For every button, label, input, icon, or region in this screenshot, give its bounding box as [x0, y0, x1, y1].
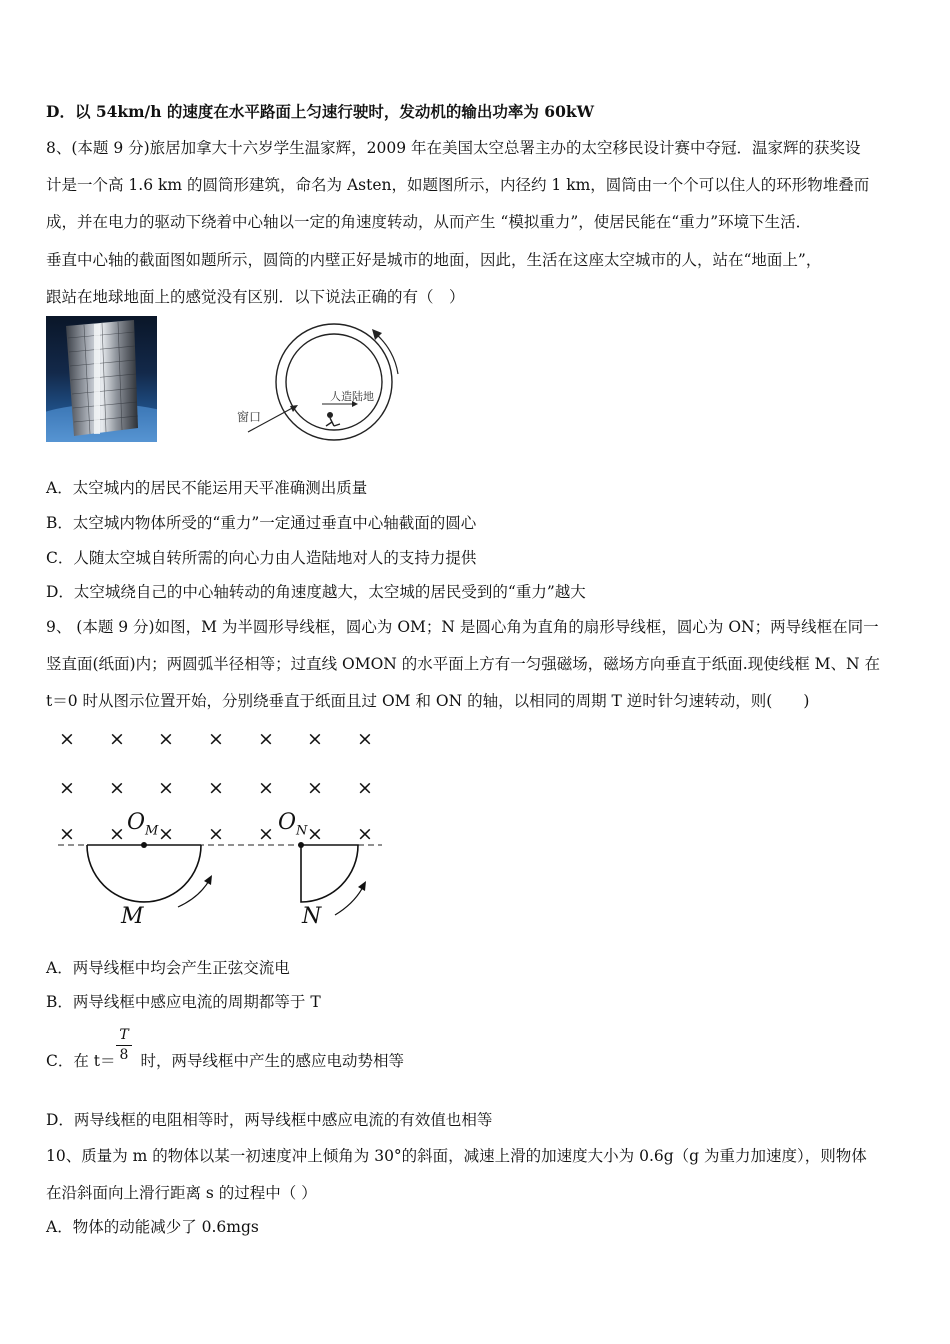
q9-stem-line-3: t＝0 时从图示位置开始，分别绕垂直于纸面且过 OM 和 ON 的轴，以相同的周期 T 逆时针匀速转动，则( ) — [46, 692, 810, 710]
q8-option-b: B．太空城内物体所受的“重力”一定通过垂直中心轴截面的圆心 — [46, 514, 477, 532]
q8-stem-line-5: 跟站在地球地面上的感觉没有区别．以下说法正确的有（ ） — [46, 288, 465, 306]
inner-ring — [286, 334, 382, 430]
q10-option-a: A．物体的动能减少了 0.6mgs — [46, 1218, 259, 1236]
field-cross: × — [258, 728, 274, 750]
center-on-dot — [298, 842, 304, 848]
rotation-arrow-m — [178, 879, 210, 907]
space-city-cylinder-image — [46, 316, 157, 442]
semicircle-frame-m — [87, 845, 201, 902]
q9-option-c: C．在 t＝ 时，两导线框中产生的感应电动势相等 — [46, 1052, 404, 1070]
q8-stem-line-2: 计是一个高 1.6 km 的圆筒形建筑，命名为 Asten，如题图所示，内径约 1 km，圆筒由一个个可以住人的环形物堆叠而 — [46, 176, 870, 194]
field-cross: × — [158, 823, 174, 845]
q9-option-d: D．两导线框的电阻相等时，两导线框中感应电流的有效值也相等 — [46, 1111, 493, 1129]
q10-stem-line-2: 在沿斜面向上滑行距离 s 的过程中（ ） — [46, 1184, 317, 1202]
field-cross: × — [109, 823, 125, 845]
person-icon — [327, 412, 333, 418]
field-cross: × — [357, 823, 373, 845]
q8-option-c: C．人随太空城自转所需的向心力由人造陆地对人的支持力提供 — [46, 549, 477, 567]
ground-label: 人造陆地 — [330, 390, 374, 403]
q8-stem-line-4: 垂直中心轴的截面图如题所示，圆筒的内壁正好是城市的地面，因此，生活在这座太空城市的人，站在“地面上”， — [46, 251, 822, 269]
label-om: $O_M$ — [127, 810, 159, 839]
field-cross: × — [59, 823, 75, 845]
field-cross: × — [158, 728, 174, 750]
space-city-photo — [46, 316, 157, 442]
field-cross: × — [258, 823, 274, 845]
q9-stem-line-2: 竖直面(纸面)内；两圆弧半径相等；过直线 OMON 的水平面上方有一匀强磁场，磁场方向垂直于纸面.现使线框 M、N 在 — [46, 655, 881, 673]
fraction-t-over-8: $\frac{T}{8}$ — [116, 1027, 132, 1063]
window-label: 窗口 — [237, 410, 262, 424]
center-om-dot — [141, 842, 147, 848]
field-cross: × — [307, 777, 323, 799]
field-cross: × — [307, 823, 323, 845]
outer-ring — [276, 324, 392, 440]
q8-stem-line-1: 8、(本题 9 分)旅居加拿大十六岁学生温家辉，2009 年在美国太空总署主办的太空移民设计赛中夺冠．温家辉的获奖设 — [46, 139, 861, 157]
field-cross: × — [109, 777, 125, 799]
field-cross: × — [357, 728, 373, 750]
field-cross: × — [208, 777, 224, 799]
field-cross: × — [109, 728, 125, 750]
field-cross: × — [307, 728, 323, 750]
field-cross: × — [59, 777, 75, 799]
label-on: $O_N$ — [278, 810, 308, 839]
sector-frame-n — [301, 845, 358, 902]
q9-stem-line-1: 9、 (本题 9 分)如图，M 为半圆形导线框，圆心为 OM；N 是圆心角为直角的扇形导线框，圆心为 ON；两导线框在同一 — [46, 618, 879, 636]
field-cross: × — [258, 777, 274, 799]
q8-option-d: D．太空城绕自己的中心轴转动的角速度越大，太空城的居民受到的“重力”越大 — [46, 583, 586, 601]
field-cross: × — [357, 777, 373, 799]
q9-option-a: A．两导线框中均会产生正弦交流电 — [46, 959, 290, 977]
q10-stem-line-1: 10、质量为 m 的物体以某一初速度冲上倾角为 30°的斜面，减速上滑的加速度大小为 0.6g（g 为重力加速度），则物体 — [46, 1147, 867, 1165]
field-cross: × — [59, 728, 75, 750]
q7-option-d: D．以 54km/h 的速度在水平路面上匀速行驶时，发动机的输出功率为 60kW — [46, 102, 594, 121]
coil-frames-diagram — [50, 835, 390, 935]
q8-option-a: A．太空城内的居民不能运用天平准确测出质量 — [46, 479, 368, 497]
space-city-cross-section — [230, 318, 410, 448]
rotation-arrow-n — [335, 885, 364, 915]
field-cross: × — [208, 823, 224, 845]
q9-option-b: B．两导线框中感应电流的周期都等于 T — [46, 993, 321, 1011]
field-cross: × — [208, 728, 224, 750]
q8-stem-line-3: 成，并在电力的驱动下绕着中心轴以一定的角速度转动，从而产生 “模拟重力”，使居民能在“重力”环境下生活． — [46, 213, 812, 231]
label-n: N — [302, 904, 322, 929]
label-m: M — [121, 904, 144, 929]
field-cross: × — [158, 777, 174, 799]
